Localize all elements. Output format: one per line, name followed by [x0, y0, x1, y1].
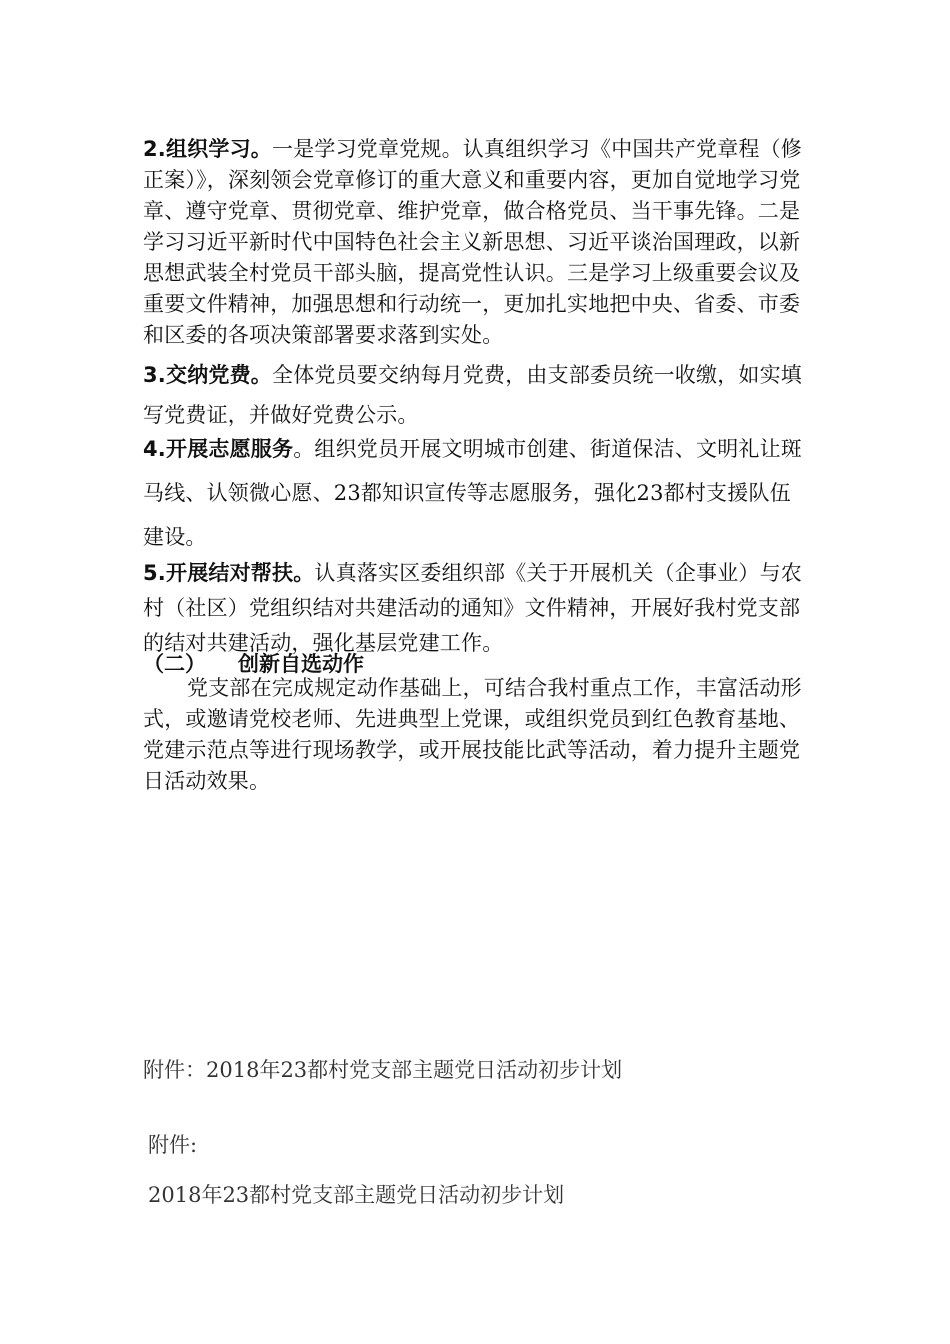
section-2-paragraph	[143, 134, 808, 351]
section-3-heading: 3.交纳党费。	[143, 363, 272, 387]
section-2-heading: 2.组织学习。	[143, 137, 272, 161]
section-5-heading: 5.开展结对帮扶。	[143, 561, 315, 585]
section-4-paragraph	[143, 427, 808, 559]
attachment-title: 2018年23都村党支部主题党日活动初步计划	[148, 1183, 565, 1207]
section-3-body: 全体党员要交纳每月党费，由支部委员统一收缴，如实填写党费证，并做好党费公示。	[143, 363, 802, 427]
subsection-2-number: （二）	[143, 651, 206, 676]
subsection-2-title: 创新自选动作	[238, 651, 364, 676]
section-3-paragraph	[143, 355, 808, 435]
section-4-body: 。组织党员开展文明城市创建、街道保洁、文明礼让斑马线、认领微心愿、23都知识宣传等志愿服务，强化23都村支援队伍建设。	[143, 437, 803, 549]
attachment-line: 附件：2018年23都村党支部主题党日活动初步计划	[143, 1058, 623, 1082]
section-5-body: 认真落实区委组织部《关于开展机关（企事业）与农村（社区）党组织结对共建活动的通知》文件精神，开展好我村党支部的结对共建活动，强化基层党建工作。	[143, 561, 802, 655]
subsection-2-body: 党支部在完成规定动作基础上，可结合我村重点工作，丰富活动形式，或邀请党校老师、先进典型上党课，或组织党员到红色教育基地、党建示范点等进行现场教学，或开展技能比武等活动，着力提升主题党日活动效果。	[143, 676, 802, 793]
attachment-label: 附件:	[148, 1133, 198, 1157]
section-5-paragraph	[143, 556, 808, 661]
section-2-body: 一是学习党章党规。认真组织学习《中国共产党章程（修正案）》，深刻领会党章修订的重大意义和重要内容，更加自觉地学习党章、遵守党章、贯彻党章、维护党章，做合格党员、当干事先锋。二是学习习近平新时代中国特色社会主义新思想、习近平谈治国理政，以新思想武装全村党员干部头脑，提高党性认识。三是学习上级重要会议及重要文件精神，加强思想和行动统一，更加扎实地把中央、省委、市委和区委的各项决策部署要求落到实处。	[143, 137, 802, 347]
section-4-heading: 4.开展志愿服务	[143, 437, 294, 461]
